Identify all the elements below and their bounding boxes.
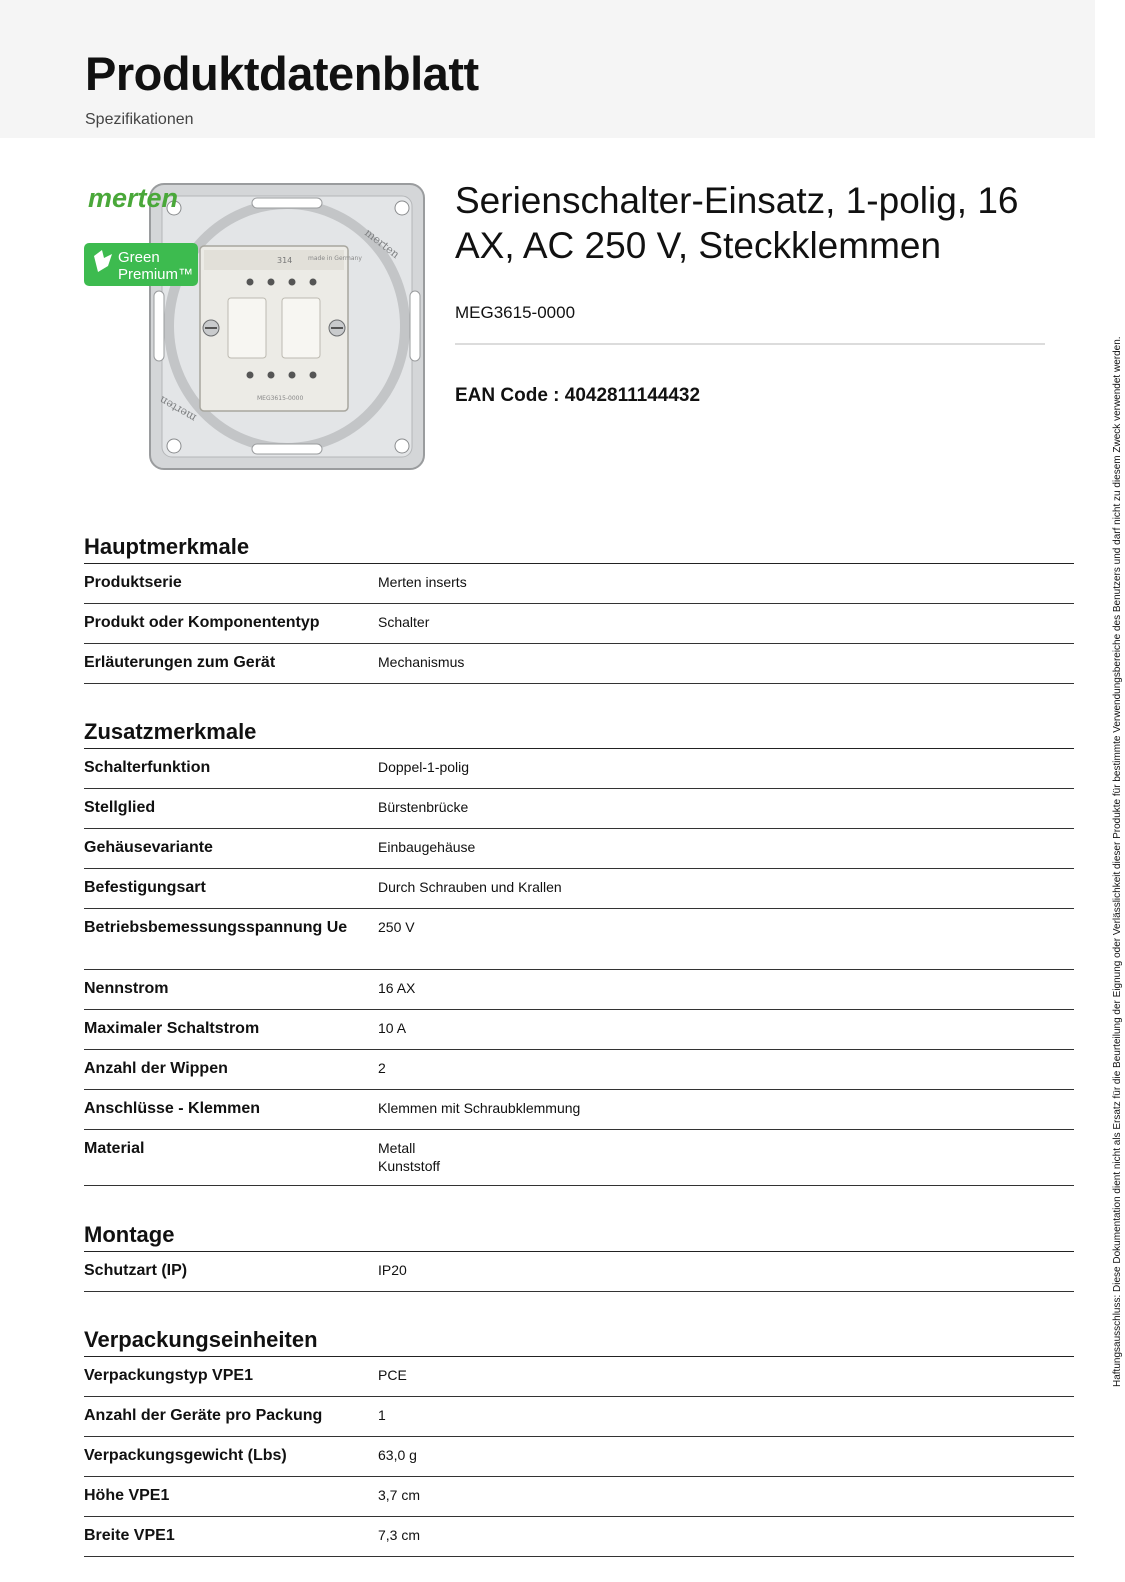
body-imprint-ref: MEG3615-0000 [257, 395, 304, 402]
spec-label: Anschlüsse - Klemmen [84, 1100, 261, 1117]
section-title: Zusatzmerkmale [84, 719, 1074, 749]
spec-row [84, 604, 1074, 644]
spec-row [84, 1090, 1074, 1130]
spec-value: 63,0 g [378, 1447, 417, 1463]
section-title: Hauptmerkmale [84, 534, 1074, 564]
ean-code: EAN Code : 4042811144432 [455, 385, 701, 406]
spec-value: Doppel-1-polig [378, 759, 470, 775]
spec-value: Einbaugehäuse [378, 839, 476, 855]
spec-row [84, 1130, 1074, 1186]
spec-row [84, 564, 1074, 604]
spec-row [84, 1050, 1074, 1090]
disclaimer [1097, 185, 1123, 1387]
spec-value: 7,3 cm [378, 1527, 421, 1543]
product-name: Serienschalter-Einsatz, 1-polig, 16 AX, AC 250 V, Steckklemmen [455, 180, 1019, 266]
spec-label: Schutzart (IP) [84, 1262, 188, 1279]
page-subtitle: Spezifikationen [85, 111, 194, 128]
body-imprint-number: 314 [277, 256, 293, 265]
section-main-features [84, 534, 1074, 684]
spec-label: Betriebsbemessungsspannung Ue [84, 919, 348, 936]
spec-label: Verpackungstyp VPE1 [84, 1367, 253, 1384]
spec-label: Maximaler Schaltstrom [84, 1020, 260, 1037]
spec-label: Verpackungsgewicht (Lbs) [84, 1447, 287, 1464]
spec-value: Merten inserts [378, 574, 467, 590]
page-title: Produktdatenblatt [85, 47, 479, 100]
spec-row [84, 1437, 1074, 1477]
spec-value: 1 [378, 1407, 386, 1423]
section-title: Verpackungseinheiten [84, 1327, 1074, 1357]
spec-value: Mechanismus [378, 654, 465, 670]
spec-row [84, 1517, 1074, 1557]
spec-value: 16 AX [378, 980, 416, 996]
section-packaging [84, 1327, 1074, 1557]
spec-value: PCE [378, 1367, 407, 1383]
spec-label: Befestigungsart [84, 879, 206, 896]
spec-row [84, 909, 1074, 970]
spec-value: Durch Schrauben und Krallen [378, 879, 562, 895]
section-mounting [84, 1222, 1074, 1292]
spec-label: Erläuterungen zum Gerät [84, 654, 276, 671]
spec-value [378, 1130, 1074, 1185]
spec-value: IP20 [378, 1262, 407, 1278]
spec-label: Produkt oder Komponententyp [84, 614, 320, 631]
badge-line-2: Premium™ [118, 266, 194, 283]
badge-line-1: Green [118, 249, 160, 266]
frame-imprint-top: merten [362, 226, 402, 262]
spec-row [84, 970, 1074, 1010]
spec-label: Anzahl der Geräte pro Packung [84, 1407, 323, 1424]
spec-label: Stellglied [84, 799, 156, 816]
section-title: Montage [84, 1222, 1074, 1252]
product-image [82, 176, 442, 476]
merten-logo: merten [88, 183, 179, 213]
spec-row [84, 1397, 1074, 1437]
spec-row [84, 644, 1074, 684]
spec-value: Klemmen mit Schraubklemmung [378, 1100, 581, 1116]
spec-label: Nennstrom [84, 980, 169, 997]
spec-label: Anzahl der Wippen [84, 1060, 228, 1077]
section-additional-features [84, 719, 1074, 1186]
spec-value: 10 A [378, 1020, 407, 1036]
spec-label: Gehäusevariante [84, 839, 213, 856]
spec-row [84, 829, 1074, 869]
spec-value: 250 V [378, 919, 415, 935]
spec-value: 2 [378, 1060, 386, 1076]
switch-body [200, 246, 348, 411]
spec-value: Bürstenbrücke [378, 799, 469, 815]
product-reference: MEG3615-0000 [455, 303, 576, 322]
value-line: Kunststoff [378, 1158, 441, 1174]
spec-row [84, 1357, 1074, 1397]
spec-row [84, 1010, 1074, 1050]
value-line: Metall [378, 1140, 416, 1156]
spec-label: Höhe VPE1 [84, 1487, 170, 1504]
body-imprint-origin: made in Germany [308, 255, 362, 262]
spec-label: Material [84, 1140, 145, 1157]
spec-label: Breite VPE1 [84, 1527, 175, 1544]
spec-value: 3,7 cm [378, 1487, 421, 1503]
spec-row [84, 1477, 1074, 1517]
spec-value: Schalter [378, 614, 430, 630]
spec-row [84, 789, 1074, 829]
spec-row [84, 1252, 1074, 1292]
spec-row [84, 869, 1074, 909]
frame-imprint-bottom: merten [157, 393, 199, 425]
divider [455, 343, 1045, 345]
spec-row [84, 749, 1074, 789]
spec-label: Produktserie [84, 574, 182, 591]
disclaimer-text: Haftungsausschluss: Diese Dokumentation dient nicht als Ersatz für die Beurteilung der Eignung oder Verlässlichkeit dieser Produkte für bestimmte Verwendungsbereiche des Benutzers und darf nicht zu diesem Zweck verwendet werden. [1112, 336, 1123, 1387]
spec-label: Schalterfunktion [84, 759, 211, 776]
